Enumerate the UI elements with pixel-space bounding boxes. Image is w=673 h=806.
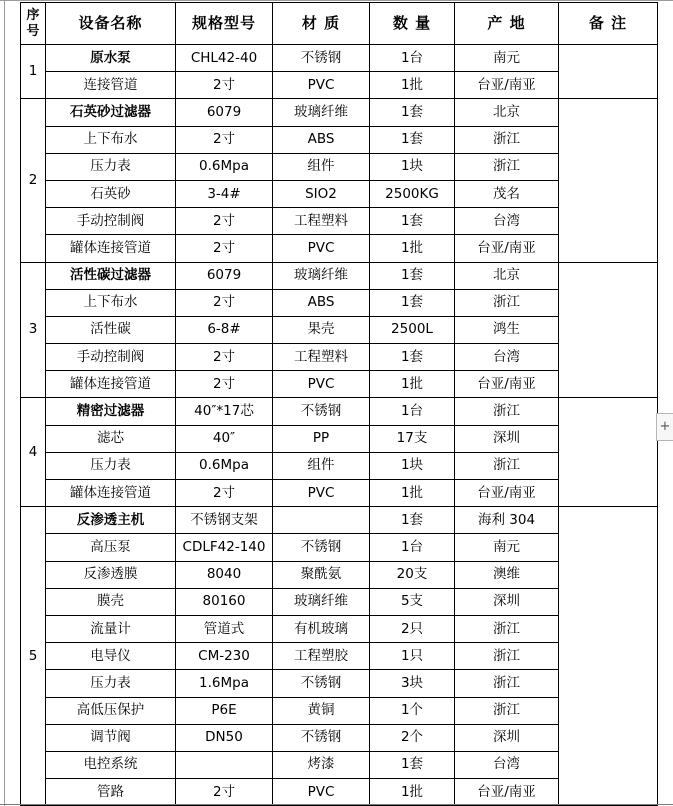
quantity-cell: 20支: [370, 561, 455, 588]
origin-cell: 浙江: [455, 452, 559, 479]
spec-cell: 8040: [176, 561, 273, 588]
equipment-name-cell: 罐体连接管道: [46, 480, 176, 507]
quantity-cell: 1套: [370, 751, 455, 778]
equipment-name-cell: 上下布水: [46, 289, 176, 316]
quantity-cell: 1套: [370, 344, 455, 371]
material-cell: [273, 507, 370, 534]
material-cell: 玻璃纤维: [273, 262, 370, 289]
origin-cell: 南元: [455, 534, 559, 561]
material-cell: ABS: [273, 289, 370, 316]
spec-cell: 80160: [176, 588, 273, 615]
quantity-cell: 17支: [370, 425, 455, 452]
equipment-name-cell: 高压泵: [46, 534, 176, 561]
origin-cell: 台湾: [455, 344, 559, 371]
equipment-name-cell: 压力表: [46, 670, 176, 697]
origin-cell: 浙江: [455, 643, 559, 670]
spec-cell: 2寸: [176, 126, 273, 153]
quantity-cell: 1台: [370, 534, 455, 561]
material-cell: PVC: [273, 779, 370, 806]
material-cell: 聚酰氨: [273, 561, 370, 588]
equipment-name-cell: 反渗透膜: [46, 561, 176, 588]
spec-cell: 2寸: [176, 344, 273, 371]
spec-cell: 6-8#: [176, 316, 273, 343]
quantity-cell: 3块: [370, 670, 455, 697]
spec-cell: 40″: [176, 425, 273, 452]
spec-cell: 管道式: [176, 615, 273, 642]
material-cell: PVC: [273, 72, 370, 99]
material-cell: 有机玻璃: [273, 615, 370, 642]
origin-cell: 浙江: [455, 289, 559, 316]
quantity-cell: 1批: [370, 779, 455, 806]
quantity-cell: 2500KG: [370, 180, 455, 207]
equipment-name-cell: 精密过滤器: [46, 398, 176, 425]
quantity-cell: 1批: [370, 480, 455, 507]
remark-cell: [559, 99, 658, 262]
spec-cell: 2寸: [176, 208, 273, 235]
origin-cell: 鸿生: [455, 316, 559, 343]
quantity-cell: 1台: [370, 398, 455, 425]
group-seq-cell: 4: [21, 398, 46, 507]
quantity-cell: 1批: [370, 235, 455, 262]
quantity-cell: 1台: [370, 45, 455, 72]
material-cell: 不锈钢: [273, 398, 370, 425]
origin-cell: 北京: [455, 262, 559, 289]
quantity-cell: 1块: [370, 452, 455, 479]
quantity-cell: 1个: [370, 697, 455, 724]
material-cell: 烤漆: [273, 751, 370, 778]
quantity-cell: 1套: [370, 507, 455, 534]
origin-cell: 浙江: [455, 670, 559, 697]
equipment-name-cell: 管路: [46, 779, 176, 806]
origin-cell: 台亚/南亚: [455, 371, 559, 398]
spec-cell: DN50: [176, 724, 273, 751]
material-cell: 黄铜: [273, 697, 370, 724]
spec-cell: 6079: [176, 262, 273, 289]
material-cell: 不锈钢: [273, 724, 370, 751]
material-cell: 组件: [273, 153, 370, 180]
spec-cell: 2寸: [176, 289, 273, 316]
quantity-cell: 1套: [370, 208, 455, 235]
equipment-name-cell: 滤芯: [46, 425, 176, 452]
equipment-table: [20, 2, 658, 806]
quantity-cell: 1批: [370, 371, 455, 398]
spec-cell: 6079: [176, 99, 273, 126]
table-body: [21, 45, 658, 806]
spec-cell: 2寸: [176, 235, 273, 262]
quantity-cell: 1套: [370, 126, 455, 153]
spec-cell: P6E: [176, 697, 273, 724]
header-material: 材 质: [273, 3, 370, 45]
spec-cell: 2寸: [176, 480, 273, 507]
spec-cell: 2寸: [176, 371, 273, 398]
header-seq: 序号: [21, 3, 46, 45]
table-header-row: [21, 3, 658, 45]
page-bottom-border: [0, 804, 673, 805]
equipment-name-cell: 膜壳: [46, 588, 176, 615]
add-column-handle[interactable]: +: [656, 413, 673, 441]
material-cell: 工程塑料: [273, 344, 370, 371]
header-name: 设备名称: [46, 3, 176, 45]
material-cell: PVC: [273, 480, 370, 507]
equipment-name-cell: 调节阀: [46, 724, 176, 751]
equipment-name-cell: 石英砂: [46, 180, 176, 207]
equipment-name-cell: 手动控制阀: [46, 208, 176, 235]
material-cell: 不锈钢: [273, 670, 370, 697]
group-seq-cell: 5: [21, 507, 46, 806]
quantity-cell: 1套: [370, 289, 455, 316]
remark-cell: [559, 45, 658, 99]
material-cell: 工程塑料: [273, 208, 370, 235]
material-cell: 组件: [273, 452, 370, 479]
origin-cell: 台湾: [455, 208, 559, 235]
origin-cell: 浙江: [455, 398, 559, 425]
origin-cell: 台亚/南亚: [455, 779, 559, 806]
table-row: [21, 99, 658, 126]
equipment-name-cell: 石英砂过滤器: [46, 99, 176, 126]
equipment-name-cell: 压力表: [46, 452, 176, 479]
equipment-name-cell: 流量计: [46, 615, 176, 642]
origin-cell: 北京: [455, 99, 559, 126]
header-origin: 产 地: [455, 3, 559, 45]
header-spec: 规格型号: [176, 3, 273, 45]
equipment-name-cell: 反渗透主机: [46, 507, 176, 534]
origin-cell: 台亚/南亚: [455, 480, 559, 507]
material-cell: PP: [273, 425, 370, 452]
material-cell: ABS: [273, 126, 370, 153]
table-row: [21, 507, 658, 534]
origin-cell: 深圳: [455, 425, 559, 452]
equipment-name-cell: 高低压保护: [46, 697, 176, 724]
group-seq-cell: 2: [21, 99, 46, 262]
equipment-name-cell: 原水泵: [46, 45, 176, 72]
spec-cell: 3-4#: [176, 180, 273, 207]
equipment-name-cell: 电导仪: [46, 643, 176, 670]
origin-cell: 浙江: [455, 697, 559, 724]
quantity-cell: 1只: [370, 643, 455, 670]
spec-cell: 不锈钢支架: [176, 507, 273, 534]
equipment-name-cell: 连接管道: [46, 72, 176, 99]
quantity-cell: 2个: [370, 724, 455, 751]
material-cell: PVC: [273, 235, 370, 262]
quantity-cell: 2只: [370, 615, 455, 642]
equipment-name-cell: 手动控制阀: [46, 344, 176, 371]
origin-cell: 海利 304: [455, 507, 559, 534]
equipment-name-cell: 电控系统: [46, 751, 176, 778]
origin-cell: 澳维: [455, 561, 559, 588]
material-cell: 玻璃纤维: [273, 588, 370, 615]
origin-cell: 浙江: [455, 153, 559, 180]
equipment-name-cell: 活性碳过滤器: [46, 262, 176, 289]
header-qty: 数 量: [370, 3, 455, 45]
table-row: [21, 262, 658, 289]
page-left-margin: [0, 0, 5, 806]
origin-cell: 茂名: [455, 180, 559, 207]
spec-cell: [176, 751, 273, 778]
group-seq-cell: 1: [21, 45, 46, 99]
page-top-border: [0, 0, 673, 1]
material-cell: 工程塑胶: [273, 643, 370, 670]
spec-cell: 2寸: [176, 72, 273, 99]
quantity-cell: 1套: [370, 99, 455, 126]
group-seq-cell: 3: [21, 262, 46, 398]
table-row: [21, 45, 658, 72]
spec-cell: 0.6Mpa: [176, 153, 273, 180]
remark-cell: [559, 507, 658, 806]
material-cell: 果壳: [273, 316, 370, 343]
spec-cell: CHL42-40: [176, 45, 273, 72]
origin-cell: 深圳: [455, 588, 559, 615]
origin-cell: 台湾: [455, 751, 559, 778]
equipment-name-cell: 压力表: [46, 153, 176, 180]
spec-cell: 1.6Mpa: [176, 670, 273, 697]
spec-cell: 0.6Mpa: [176, 452, 273, 479]
spec-cell: CM-230: [176, 643, 273, 670]
material-cell: 不锈钢: [273, 45, 370, 72]
equipment-name-cell: 活性碳: [46, 316, 176, 343]
quantity-cell: 1批: [370, 72, 455, 99]
table-row: [21, 398, 658, 425]
equipment-name-cell: 罐体连接管道: [46, 371, 176, 398]
quantity-cell: 5支: [370, 588, 455, 615]
origin-cell: 浙江: [455, 126, 559, 153]
material-cell: PVC: [273, 371, 370, 398]
equipment-name-cell: 罐体连接管道: [46, 235, 176, 262]
origin-cell: 深圳: [455, 724, 559, 751]
remark-cell: [559, 398, 658, 507]
material-cell: 不锈钢: [273, 534, 370, 561]
quantity-cell: 1套: [370, 262, 455, 289]
material-cell: SIO2: [273, 180, 370, 207]
quantity-cell: 1块: [370, 153, 455, 180]
equipment-name-cell: 上下布水: [46, 126, 176, 153]
quantity-cell: 2500L: [370, 316, 455, 343]
origin-cell: 台亚/南亚: [455, 235, 559, 262]
material-cell: 玻璃纤维: [273, 99, 370, 126]
spec-cell: 2寸: [176, 779, 273, 806]
origin-cell: 台亚/南亚: [455, 72, 559, 99]
spec-cell: 40″*17芯: [176, 398, 273, 425]
header-remark: 备 注: [559, 3, 658, 45]
origin-cell: 南元: [455, 45, 559, 72]
origin-cell: 浙江: [455, 615, 559, 642]
spec-cell: CDLF42-140: [176, 534, 273, 561]
remark-cell: [559, 262, 658, 398]
